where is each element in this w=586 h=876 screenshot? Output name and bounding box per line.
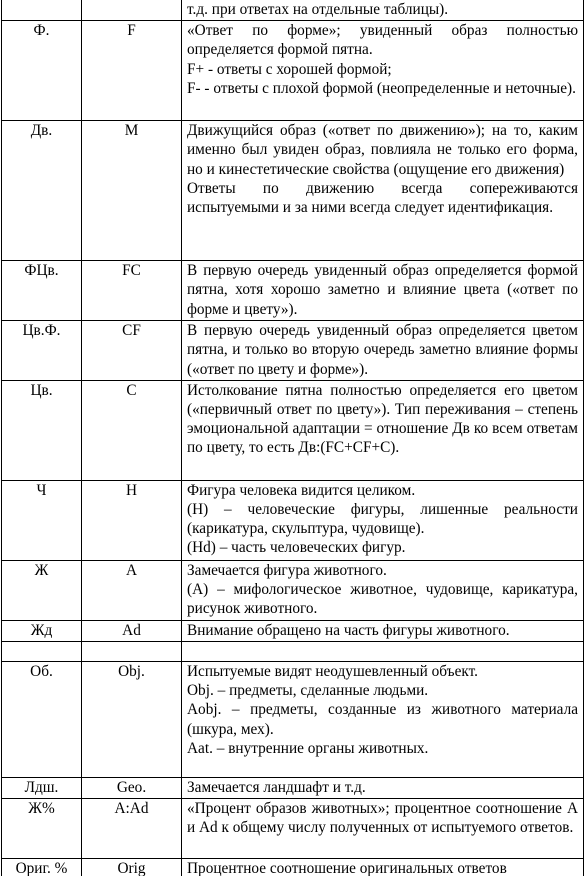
table-row [2,799,584,859]
code-en-cell: Ad [82,620,182,641]
table-row [2,121,584,261]
rorschach-codes-table [1,0,584,876]
description-cell [182,560,584,620]
description-cell [182,662,584,778]
code-en-cell: Geo. [82,778,182,799]
description-paragraph: Истолкование пятна полностью определяется его цветом («первичный ответ по цвету»). Тип переживания – степень эмоциональной адаптации = отношение Дв ко всем ответам по цвету, то есть Дв:(FC+CF+C). [187,381,578,457]
description-paragraph: (A) – мифологическое животное, чудовище, карикатура, рисунок животного. [187,581,578,618]
description-cell [182,321,584,381]
description-paragraph: Испытуемые видят неодушевленный объект. [187,663,478,681]
code-ru-cell: Дв. [2,121,82,261]
description-cell [182,480,584,560]
code-ru-cell: Об. [2,662,82,778]
code-ru-cell: Ж% [2,799,82,859]
description-cell [182,261,584,321]
table-row [2,560,584,620]
description-cell [182,799,584,859]
description-paragraph: Фигура человека видится целиком. [187,481,416,499]
table-row [2,0,584,21]
description-cell [182,380,584,480]
code-ru-cell: ФЦв. [2,261,82,321]
code-en-cell: H [82,480,182,560]
description-paragraph: Движущийся образ («ответ по движению»); на то, каким именно был увиден образ, повлияла не только его форма, но и кинестетические свойства (ощущение его движения) [187,122,578,178]
table-row [2,261,584,321]
code-en-cell: FC [82,261,182,321]
code-en-cell: F [82,21,182,121]
description-cell [182,21,584,121]
table-row [2,21,584,121]
code-en-cell: Orig [82,859,182,876]
description-paragraph: (Hd) – часть человеческих фигур. [187,539,406,557]
description-paragraph: Внимание обращено на часть фигуры животного. [187,621,510,639]
code-ru-cell: Ч [2,480,82,560]
description-paragraph: Obj. – предметы, сделанные людьми. [187,682,429,700]
description-cell [182,121,584,261]
description-paragraph: Замечается фигура животного. [187,561,387,579]
description-cell [182,620,584,641]
code-ru-cell: Ф. [2,21,82,121]
code-ru-cell: Цв. [2,380,82,480]
description-paragraph: «Процент образов животных»; процентное соотношение A и Ad к общему числу полученных от испытуемого ответов. [187,800,578,837]
code-ru-cell: Жд [2,620,82,641]
table-row [2,480,584,560]
description-paragraph: (H) – человеческие фигуры, лишенные реальности (карикатура, скульптура, чудовище). [187,501,578,538]
code-ru-cell: Цв.Ф. [2,321,82,381]
code-en-cell: M [82,121,182,261]
description-paragraph: Ответы по движению всегда сопереживаются испытуемыми и за ними всегда следует идентификация. [187,179,578,217]
code-ru-cell: Ориг. % [2,859,82,876]
table-row [2,620,584,641]
code-en-cell: A [82,560,182,620]
table-row [2,662,584,778]
description-paragraph: F- - ответы с плохой формой (неопределенные и неточные). [187,79,576,97]
description-paragraph: Aobj. – предметы, созданные из животного материала (шкура, мех). [187,701,578,738]
table-row [2,321,584,381]
description-cell [182,859,584,876]
table-row [2,642,584,662]
description-paragraph: В первую очередь увиденный образ определяется цветом пятна, и только во вторую очередь заметно влияние формы («ответ по цвету и форме»). [187,322,578,378]
code-ru-cell: Ж [2,560,82,620]
description-paragraph: т.д. при ответах на отдельные таблицы). [187,1,449,18]
code-ru-cell: Лдш. [2,778,82,799]
code-en-cell: CF [82,321,182,381]
description-paragraph: Замечается ландшафт и т.д. [187,779,366,797]
description-paragraph: Aat. – внутренние органы животных. [187,739,429,757]
description-paragraph: В первую очередь увиденный образ определяется формой пятна, хотя хорошо заметно и влияние цвета («ответ по форме и цвету»). [187,262,578,318]
description-paragraph: Процентное соотношение оригинальных ответов [187,860,507,876]
table-row [2,778,584,799]
description-cell [182,778,584,799]
table-row [2,380,584,480]
code-en-cell [82,642,182,662]
description-paragraph: F+ - ответы с хорошей формой; [187,60,392,78]
code-en-cell [82,0,182,21]
table-row [2,859,584,876]
description-paragraph: «Ответ по форме»; увиденный образ полностью определяется формой пятна. [187,22,578,59]
description-cell [182,642,584,662]
code-en-cell: A:Ad [82,799,182,859]
code-ru-cell [2,0,82,21]
code-en-cell: Obj. [82,662,182,778]
code-en-cell: C [82,380,182,480]
code-ru-cell [2,642,82,662]
description-cell [182,0,584,21]
